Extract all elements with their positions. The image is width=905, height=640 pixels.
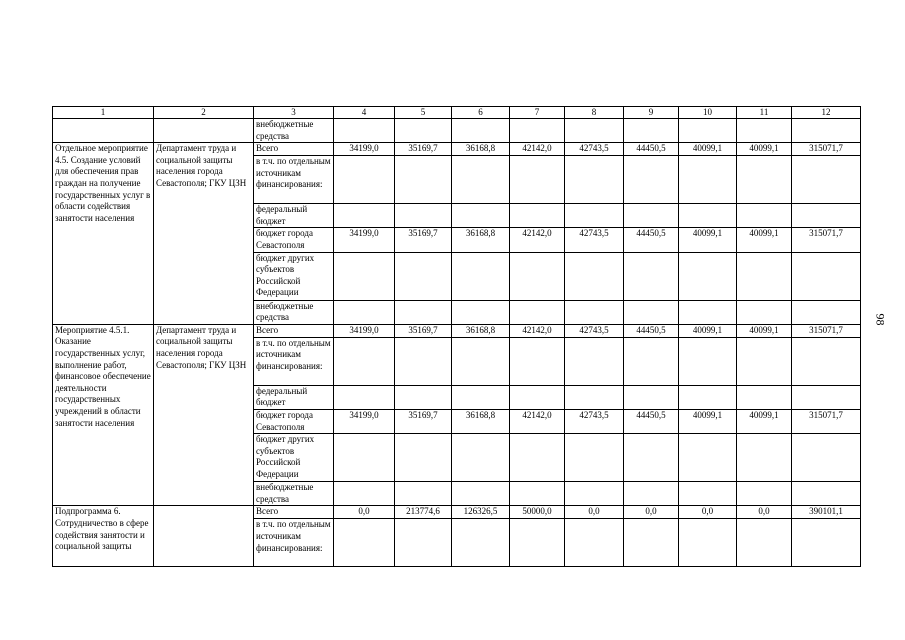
value-cell: 40099,1 (679, 228, 737, 252)
header-cell: 12 (792, 107, 861, 119)
value-cell: 44450,5 (624, 143, 679, 156)
value-cell: 315071,7 (792, 324, 861, 337)
header-cell: 8 (565, 107, 624, 119)
header-cell: 1 (53, 107, 154, 119)
source-label: Всего (254, 143, 334, 156)
source-label: в т.ч. по отдельным источникам финансирования: (254, 156, 334, 204)
table-row (53, 324, 861, 337)
source-label: бюджет других субъектов Российской Федерации (254, 434, 334, 482)
header-cell: 6 (452, 107, 510, 119)
value-cell: 36168,8 (452, 324, 510, 337)
value-cell: 0,0 (679, 506, 737, 519)
value-cell: 44450,5 (624, 409, 679, 433)
source-label: Всего (254, 324, 334, 337)
value-cell: 40099,1 (679, 409, 737, 433)
value-cell: 35169,7 (395, 324, 452, 337)
value-cell: 40099,1 (737, 409, 792, 433)
value-cell: 315071,7 (792, 409, 861, 433)
measure-executor: Департамент труда и социальной защиты населения города Севастополя; ГКУ ЦЗН (154, 143, 254, 325)
value-cell: 42142,0 (510, 409, 565, 433)
header-cell: 11 (737, 107, 792, 119)
header-cell: 4 (334, 107, 395, 119)
value-cell: 34199,0 (334, 409, 395, 433)
value-cell: 35169,7 (395, 143, 452, 156)
value-cell: 0,0 (565, 506, 624, 519)
value-cell: 34199,0 (334, 324, 395, 337)
value-cell: 34199,0 (334, 143, 395, 156)
value-cell: 36168,8 (452, 228, 510, 252)
table-row (53, 506, 861, 519)
value-cell: 40099,1 (737, 228, 792, 252)
source-label: внебюджетные средства (254, 300, 334, 324)
value-cell: 35169,7 (395, 228, 452, 252)
header-cell: 10 (679, 107, 737, 119)
source-label: в т.ч. по отдельным источникам финансирования: (254, 519, 334, 567)
value-cell: 315071,7 (792, 143, 861, 156)
measure-name: Мероприятие 4.5.1. Оказание государственных услуг, выполнение работ, финансовое обеспечение деятельности государственных учреждений в области занятости населения (53, 324, 154, 506)
source-label: федеральный бюджет (254, 204, 334, 228)
value-cell: 40099,1 (737, 324, 792, 337)
table-row (53, 143, 861, 156)
header-cell: 7 (510, 107, 565, 119)
value-cell: 40099,1 (737, 143, 792, 156)
value-cell: 0,0 (737, 506, 792, 519)
value-cell: 36168,8 (452, 409, 510, 433)
value-cell: 0,0 (624, 506, 679, 519)
source-label: бюджет других субъектов Российской Федерации (254, 252, 334, 300)
value-cell: 42142,0 (510, 143, 565, 156)
measure-executor (154, 506, 254, 567)
table-header-row (53, 107, 861, 119)
table-row (53, 119, 861, 143)
value-cell: 35169,7 (395, 409, 452, 433)
page-number: 98 (873, 313, 888, 326)
measure-name: Отдельное мероприятие 4.5. Создание условий для обеспечения прав граждан на получение государственных услуг в области содействия занятости населения (53, 143, 154, 325)
source-label: в т.ч. по отдельным источникам финансирования: (254, 337, 334, 385)
value-cell: 44450,5 (624, 324, 679, 337)
value-cell: 42142,0 (510, 324, 565, 337)
value-cell: 50000,0 (510, 506, 565, 519)
value-cell: 42743,5 (565, 409, 624, 433)
source-label: бюджет города Севастополя (254, 409, 334, 433)
header-cell: 2 (154, 107, 254, 119)
value-cell: 40099,1 (679, 324, 737, 337)
measure-executor: Департамент труда и социальной защиты населения города Севастополя; ГКУ ЦЗН (154, 324, 254, 506)
source-label: внебюджетные средства (254, 482, 334, 506)
header-cell: 5 (395, 107, 452, 119)
value-cell: 42743,5 (565, 228, 624, 252)
value-cell: 44450,5 (624, 228, 679, 252)
value-cell: 42743,5 (565, 143, 624, 156)
value-cell: 42142,0 (510, 228, 565, 252)
source-label: Всего (254, 506, 334, 519)
value-cell: 0,0 (334, 506, 395, 519)
source-label: внебюджетные средства (254, 119, 334, 143)
value-cell: 36168,8 (452, 143, 510, 156)
header-cell: 9 (624, 107, 679, 119)
value-cell: 315071,7 (792, 228, 861, 252)
value-cell: 42743,5 (565, 324, 624, 337)
source-label: бюджет города Севастополя (254, 228, 334, 252)
budget-table (52, 106, 861, 567)
measure-name: Подпрограмма 6. Сотрудничество в сфере содействия занятости и социальной защиты (53, 506, 154, 567)
value-cell: 40099,1 (679, 143, 737, 156)
value-cell: 390101,1 (792, 506, 861, 519)
value-cell: 213774,6 (395, 506, 452, 519)
value-cell: 34199,0 (334, 228, 395, 252)
source-label: федеральный бюджет (254, 385, 334, 409)
value-cell: 126326,5 (452, 506, 510, 519)
header-cell: 3 (254, 107, 334, 119)
